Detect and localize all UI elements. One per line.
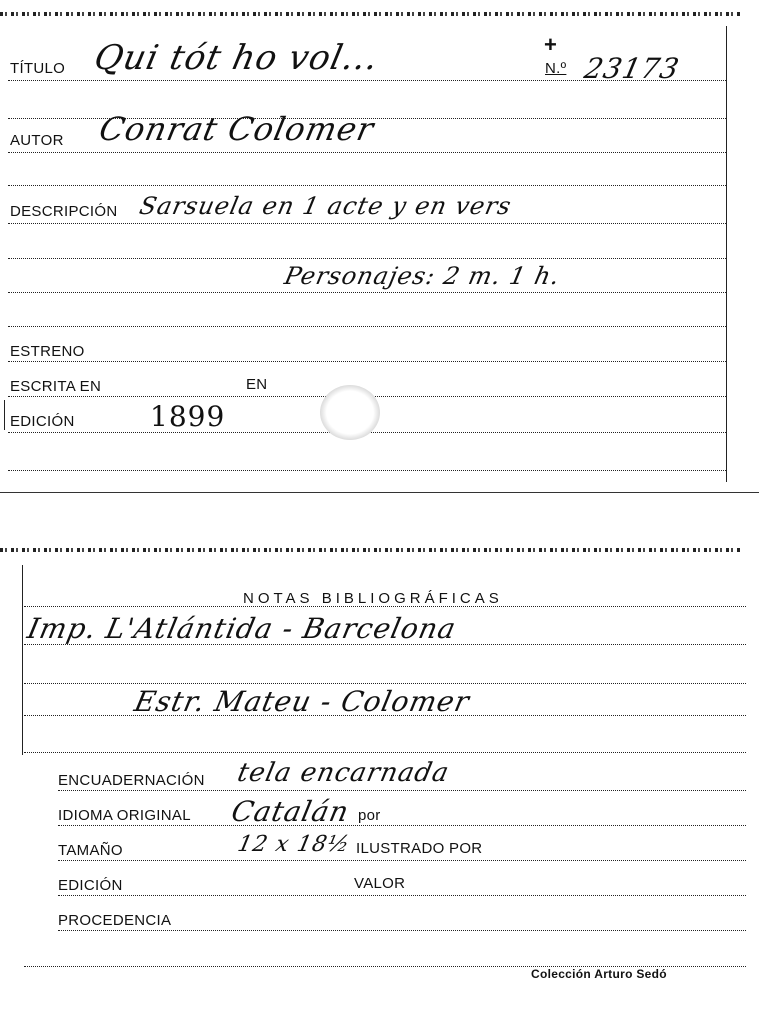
descripcion-label: DESCRIPCIÓN [10,203,118,220]
blank-line-6 [8,470,726,471]
encuadernacion-line [58,790,746,791]
ilustrado-label: ILUSTRADO POR [356,840,483,857]
collection-footer: Colección Arturo Sedó [531,967,667,981]
cross-mark: + [544,32,557,57]
escrita-label: ESCRITA EN [10,378,102,395]
por-label: por [358,807,381,824]
torn-top-edge [0,12,740,16]
descripcion-value: Sarsuela en 1 acte y en vers [137,192,515,220]
estreno-label: ESTRENO [10,343,85,360]
valor-label: VALOR [354,875,406,892]
autor-label: AUTOR [10,132,64,149]
titulo-line [8,80,726,81]
idioma-label: IDIOMA ORIGINAL [58,807,191,824]
tamano-line [58,860,746,861]
notes-line-4 [24,752,746,753]
card2-left-border [22,565,23,755]
procedencia-line [58,930,746,931]
notas-line [24,606,746,607]
descripcion-line [8,223,726,224]
idioma-line [58,825,746,826]
titulo-label: TÍTULO [10,60,66,77]
descripcion-value-2: Personajes: 2 m. 1 h. [282,262,563,290]
autor-line [8,152,726,153]
blank-line-4 [8,292,726,293]
blank-line-2 [8,185,726,186]
note-line-2: Estr. Mateu - Colomer [131,685,473,718]
notas-heading: NOTAS BIBLIOGRÁFICAS [243,590,503,607]
titulo-value: Qui tót ho vol... [90,38,383,78]
edicion2-label: EDICIÓN [58,877,123,894]
smudge-mark [320,385,380,440]
encuadernacion-value: tela encarnada [234,758,453,788]
procedencia-label: PROCEDENCIA [58,912,172,929]
notes-line-2 [24,683,746,684]
notes-line-1 [24,644,746,645]
encuadernacion-label: ENCUADERNACIÓN [58,772,205,789]
edicion-label: EDICIÓN [10,413,75,430]
edicion-value: 1899 [150,400,226,433]
notes-line-3 [24,715,746,716]
torn-top-edge-2 [0,548,740,552]
catalog-card-back [0,500,759,1028]
card-left-border [4,400,5,430]
numero-value: 23173 [581,52,683,85]
edicion2-line [58,895,746,896]
card-separator [0,492,759,493]
catalog-card-front [0,0,759,495]
blank-line-3 [8,258,726,259]
estreno-line [8,361,726,362]
note-line-1: Imp. L'Atlántida - Barcelona [24,612,460,645]
idioma-value: Catalán [228,795,353,828]
tamano-value: 12 x 18½ [235,832,353,857]
numero-label: N.º [545,60,567,77]
en-label: EN [246,376,268,393]
tamano-label: TAMAÑO [58,842,123,859]
blank-line-5 [8,326,726,327]
card-right-border [726,26,727,482]
autor-value: Conrat Colomer [95,110,378,148]
